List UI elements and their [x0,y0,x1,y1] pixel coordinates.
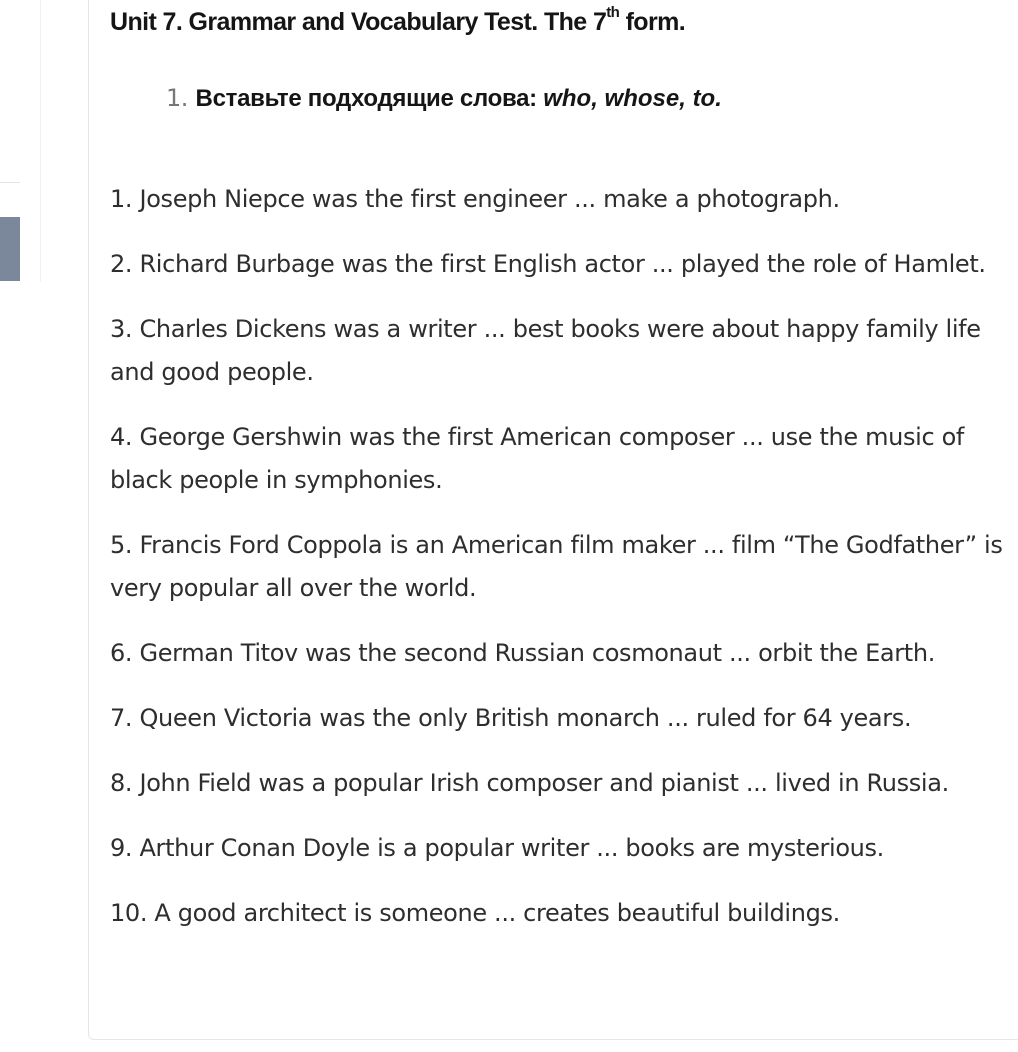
question-item: 6. German Titov was the second Russian cosmonaut ... orbit the Earth. [110,639,935,667]
sidebar-scroll-handle[interactable] [0,217,20,281]
left-sidebar-edge [0,0,44,1052]
question-item: 9. Arthur Conan Doyle is a popular writer ... books are mysterious. [110,834,884,862]
question-item: 4. George Gershwin was the first American composer ... use the music of black people in symphonies. [110,423,965,494]
task-instruction [166,84,722,113]
question-item: 5. Francis Ford Coppola is an American film maker ... film “The Godfather” is very popular all over the world. [110,531,1003,602]
question-item: 8. John Field was a popular Irish composer and pianist ... lived in Russia. [110,769,949,797]
sidebar-divider-line [0,182,20,183]
task-number: 1. [166,84,188,112]
question-item: 10. A good architect is someone ... creates beautiful buildings. [110,899,840,927]
question-item: 1. Joseph Niepce was the first engineer ... make a photograph. [110,185,840,213]
task-instruction-text: Вставьте подходящие слова: [195,85,544,112]
page-title [110,4,686,37]
question-item: 2. Richard Burbage was the first English actor ... played the role of Hamlet. [110,250,986,278]
question-item: 7. Queen Victoria was the only British monarch ... ruled for 64 years. [110,704,912,732]
task-word-bank: who, whose, to. [543,85,722,112]
title-main: Unit 7. Grammar and Vocabulary Test. The 7 [110,8,607,36]
title-suffix: form. [619,8,686,36]
title-superscript: th [606,4,620,21]
question-list [110,178,1015,957]
question-item: 3. Charles Dickens was a writer ... best books were about happy family life and good people. [110,315,981,386]
sidebar-border [40,0,41,282]
